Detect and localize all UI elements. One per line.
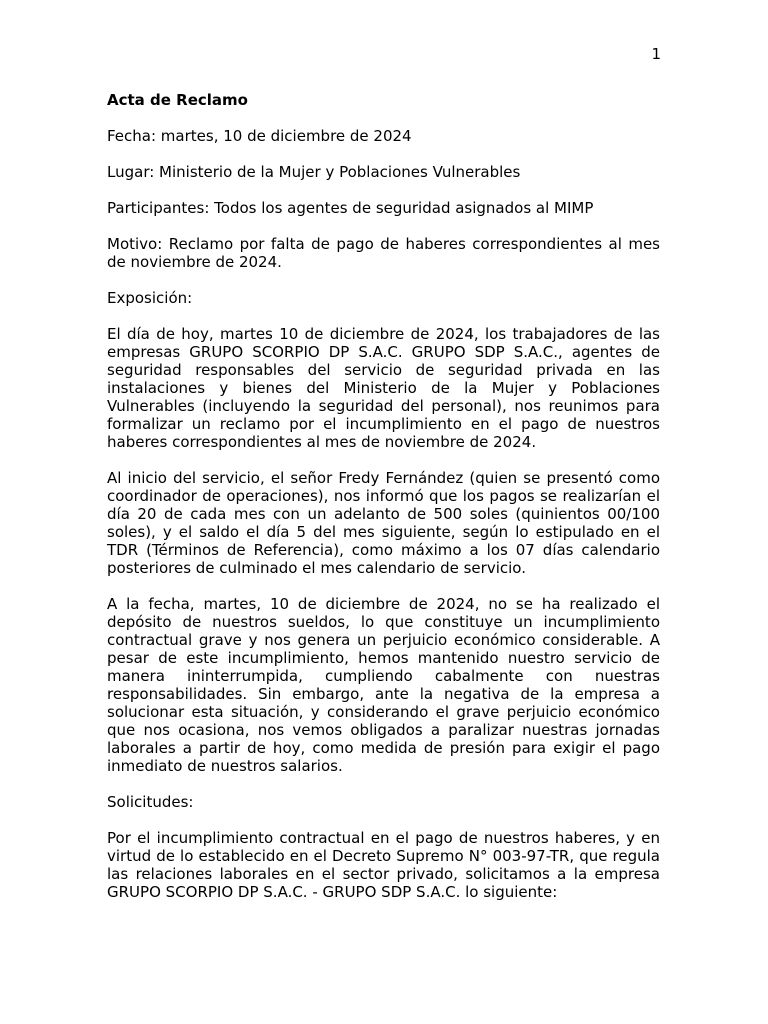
lugar-line: Lugar: Ministerio de la Mujer y Poblaciones Vulnerables [107, 163, 521, 181]
exposicion-heading: Exposición: [107, 289, 193, 307]
motivo-line: Motivo: Reclamo por falta de pago de haberes correspondientes al mes de noviembre de 2024. [107, 235, 660, 271]
document-body [107, 91, 660, 919]
page-number: 1 [651, 45, 661, 63]
document-title: Acta de Reclamo [107, 91, 248, 109]
exposicion-paragraph-1: El día de hoy, martes 10 de diciembre de 2024, los trabajadores de las empresas GRUPO SCORPIO DP S.A.C. GRUPO SDP S.A.C., agentes de seguridad responsables del servicio de seguridad privada en las instalaciones y bienes del Ministerio de la Mujer y Poblaciones Vulnerables (incluyendo la seguridad del personal), nos reunimos para formalizar un reclamo por el incumplimiento en el pago de nuestros haberes correspondientes al mes de noviembre de 2024. [107, 325, 660, 451]
exposicion-paragraph-2: Al inicio del servicio, el señor Fredy Fernández (quien se presentó como coordinador de operaciones), nos informó que los pagos se realizarían el día 20 de cada mes con un adelanto de 500 soles (quinientos 00/100 soles), y el saldo el día 5 del mes siguiente, según lo estipulado en el TDR (Términos de Referencia), como máximo a los 07 días calendario posteriores de culminado el mes calendario de servicio. [107, 469, 660, 577]
exposicion-paragraph-3: A la fecha, martes, 10 de diciembre de 2024, no se ha realizado el depósito de nuestros sueldos, lo que constituye un incumplimiento contractual grave y nos genera un perjuicio económico considerable. A pesar de este incumplimiento, hemos mantenido nuestro servicio de manera ininterrumpida, cumpliendo cabalmente con nuestras responsabilidades. Sin embargo, ante la negativa de la empresa a solucionar esta situación, y considerando el grave perjuicio económico que nos ocasiona, nos vemos obligados a paralizar nuestras jornadas laborales a partir de hoy, como medida de presión para exigir el pago inmediato de nuestros salarios. [107, 595, 660, 775]
participantes-line: Participantes: Todos los agentes de seguridad asignados al MIMP [107, 199, 594, 217]
solicitudes-paragraph: Por el incumplimiento contractual en el pago de nuestros haberes, y en virtud de lo establecido en el Decreto Supremo N° 003-97-TR, que regula las relaciones laborales en el sector privado, solicitamos a la empresa GRUPO SCORPIO DP S.A.C. - GRUPO SDP S.A.C. lo siguiente: [107, 829, 660, 901]
solicitudes-heading: Solicitudes: [107, 793, 194, 811]
fecha-line: Fecha: martes, 10 de diciembre de 2024 [107, 127, 412, 145]
